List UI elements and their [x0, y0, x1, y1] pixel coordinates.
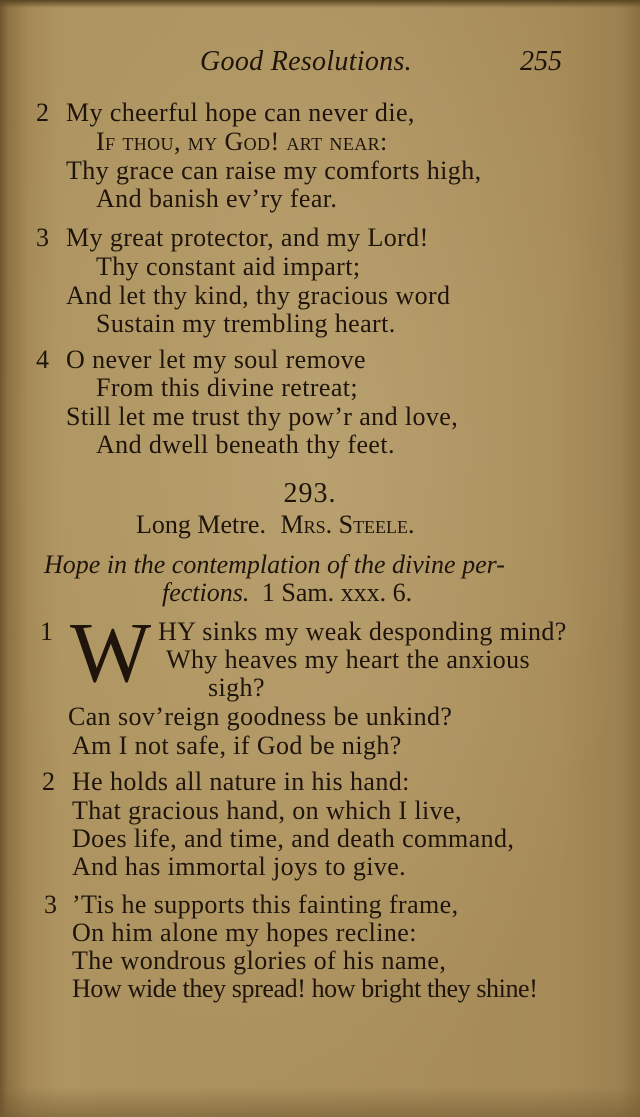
page-number: 255 — [520, 46, 562, 77]
hymn-author: Mrs. Steele. — [280, 510, 415, 539]
verse-line: From this divine retreat; — [96, 373, 359, 402]
verse-line: HY sinks my weak desponding mind? — [158, 617, 567, 646]
verse-number: 1 — [40, 617, 53, 646]
running-head-title: Good Resolutions. — [200, 46, 412, 77]
verse-line: The wondrous glories of his name, — [72, 946, 447, 975]
verse-line: And dwell beneath thy feet. — [96, 430, 395, 459]
verse-number: 2 — [42, 767, 55, 796]
verse-line: Can sov’reign goodness be unkind? — [68, 702, 453, 731]
verse-line: That gracious hand, on which I live, — [72, 796, 462, 825]
verse-line: Sustain my trembling heart. — [96, 309, 396, 338]
verse-line: Still let me trust thy pow’r and love, — [66, 402, 459, 431]
verse-line: ’Tis he supports this fainting frame, — [72, 890, 459, 919]
verse-line: Why heaves my heart the anxious — [166, 645, 531, 674]
verse-line: My cheerful hope can never die, — [66, 98, 415, 127]
verse-line: Am I not safe, if God be nigh? — [72, 731, 402, 760]
scripture-reference: 1 Sam. xxx. 6. — [261, 578, 413, 607]
verse-line: And has immortal joys to give. — [72, 852, 407, 881]
verse-line: Thy grace can raise my comforts high, — [66, 156, 482, 185]
verse-line: He holds all nature in his hand: — [72, 767, 410, 796]
verse-line: O never let my soul remove — [66, 345, 366, 374]
verse-line: How wide they spread! how bright they shine! — [72, 974, 538, 1003]
hymn-heading-line-1: Hope in the contemplation of the divine per- — [44, 550, 505, 579]
verse-line: On him alone my hopes recline: — [72, 918, 417, 947]
drop-cap: W — [70, 604, 152, 700]
verse-line: And banish ev’ry fear. — [96, 184, 338, 213]
hymn-heading-line-2 — [162, 578, 412, 608]
verse-line: Thy constant aid impart; — [96, 252, 361, 281]
verse-number: 4 — [36, 345, 49, 374]
verse-number: 3 — [36, 223, 49, 252]
hymn-meter: Long Metre. — [136, 510, 266, 539]
verse-line: sigh? — [208, 673, 265, 702]
verse-line: And let thy kind, thy gracious word — [66, 281, 451, 310]
verse-line: Does life, and time, and death command, — [72, 824, 515, 853]
hymn-meter-author — [136, 510, 415, 540]
verse-line: My great protector, and my Lord! — [66, 223, 429, 252]
verse-number: 2 — [36, 98, 49, 127]
verse-number: 3 — [44, 890, 57, 919]
hymn-number: 293. — [283, 478, 337, 509]
hymn-heading-italic: fections. — [162, 578, 250, 607]
verse-line: If thou, my God! art near: — [96, 127, 388, 156]
